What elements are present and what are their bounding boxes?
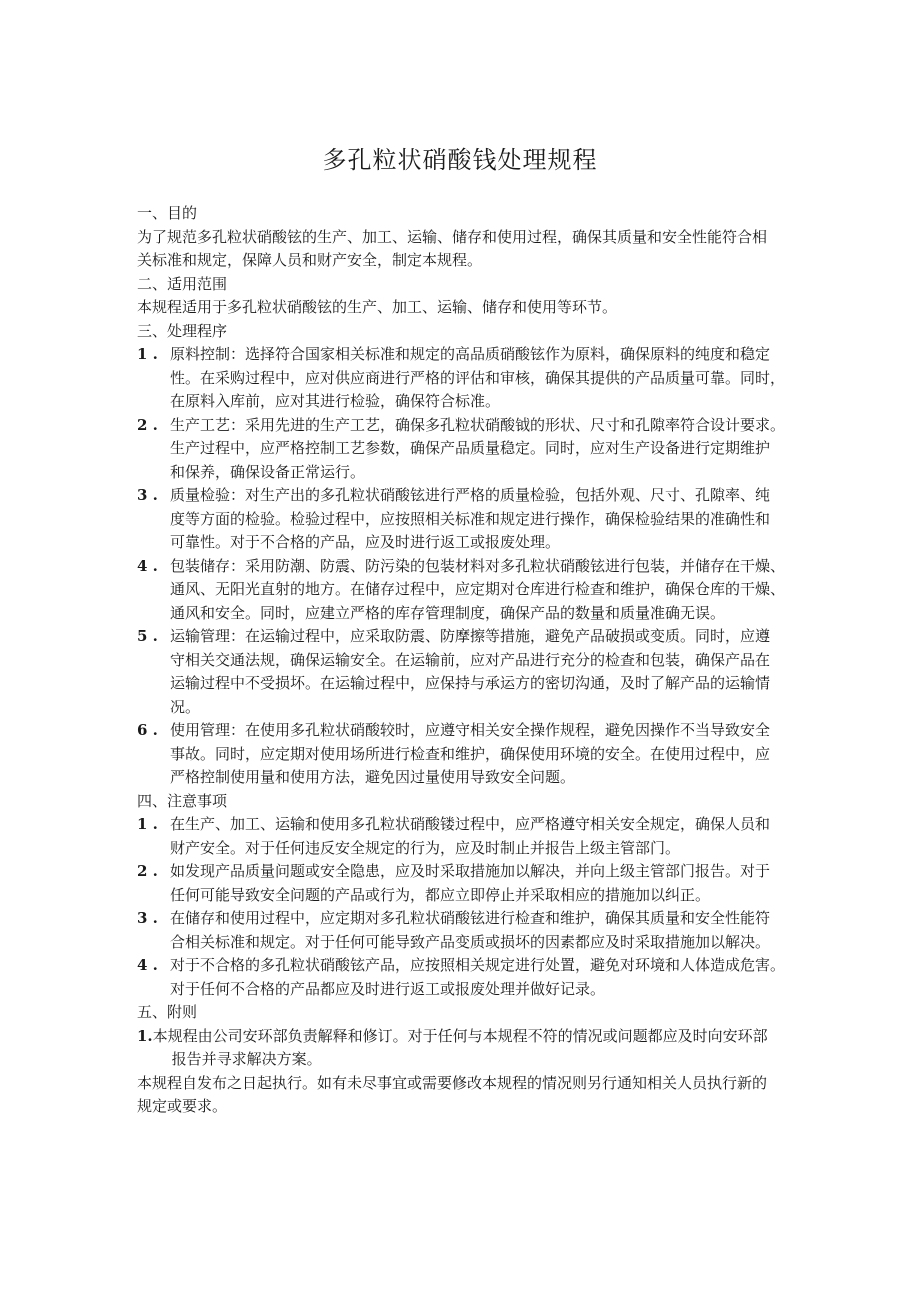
list-item-line: 在生产、加工、运输和使用多孔粒状硝酸镂过程中，应严格遵守相关安全规定，确保人员和 (170, 815, 771, 833)
list-item-line: 性。在采购过程中，应对供应商进行严格的评估和审核，确保其提供的产品质量可靠。同时， (170, 368, 786, 387)
list-item-line: 如发现产品质量问题或安全隐患，应及时采取措施加以解决，并向上级主管部门报告。对于 (170, 862, 771, 880)
list-item-line: 生产工艺：采用先进的生产工艺，确保多孔粒状硝酸钺的形状、尺寸和孔隙率符合设计要求。 (170, 415, 786, 434)
paragraph-line: 规定或要求。 (137, 1097, 228, 1115)
section-heading: 五、附则 (137, 1003, 198, 1021)
list-item-line: 度等方面的检验。检验过程中，应按照相关标准和规定进行操作，确保检验结果的准确性和 (170, 509, 771, 528)
list-item (137, 414, 793, 485)
document-title: 多孔粒状硝酸钱处理规程 (322, 146, 598, 174)
list-item-line: 对于任何不合格的产品都应及时进行返工或报废处理并做好记录。 (170, 979, 606, 998)
list-item-line: 运输过程中不受损坏。在运输过程中，应保持与承运方的密切沟通，及时了解产品的运输情 (170, 674, 771, 692)
list-item-line: 事故。同时，应定期对使用场所进行检查和维护，确保使用环境的安全。在使用过程中，应 (170, 744, 771, 763)
list-item-line: 财产安全。对于任何违反安全规定的行为，应及时制止并报告上级主管部门。 (170, 838, 681, 857)
list-item-number: 1. (137, 1026, 153, 1045)
list-item-line: 原料控制：选择符合国家相关标准和规定的高品质硝酸铉作为原料，确保原料的纯度和稳定 (170, 345, 771, 363)
list-item-number: 1 . (137, 815, 158, 833)
paragraph-line: 为了规范多孔粒状硝酸铉的生产、加工、运输、储存和使用过程，确保其质量和安全性能符合相 (137, 227, 768, 246)
list-item-number: 4 . (137, 956, 158, 974)
list-item-line: 合相关标准和规定。对于任何可能导致产品变质或损坏的因素都应及时采取措施加以解决。 (170, 932, 771, 951)
list-item-number: 3 . (137, 909, 158, 927)
list-item-line: 使用管理：在使用多孔粒状硝酸较时，应遵守相关安全操作规程，避免因操作不当导致安全 (170, 721, 771, 739)
list-item-number: 6 . (137, 721, 158, 739)
list-item-number: 2 . (137, 415, 158, 434)
section-heading: 三、处理程序 (137, 321, 228, 340)
list-item (137, 1025, 793, 1072)
list-item (137, 555, 793, 626)
list-item-line: 在原料入库前，应对其进行检验，确保符合标准。 (170, 392, 501, 410)
list-item-number: 3 . (137, 486, 158, 504)
list-item-line: 守相关交通法规，确保运输安全。在运输前，应对产品进行充分的检查和包装，确保产品在 (170, 650, 771, 669)
list-item-line: 运输管理：在运输过程中，应采取防震、防摩擦等措施，避免产品破损或变质。同时，应遵 (170, 627, 771, 645)
list-item-line: 和保养，确保设备正常运行。 (170, 462, 366, 481)
list-item-number: 1 . (137, 345, 158, 363)
list-item-line: 在储存和使用过程中，应定期对多孔粒状硝酸铉进行检查和维护，确保其质量和安全性能符 (170, 909, 771, 927)
list-item-number: 5 . (137, 627, 158, 645)
document-body (137, 202, 793, 1119)
list-item-line: 通风和安全。同时，应建立严格的库存管理制度，确保产品的数量和质量准确无误。 (170, 603, 726, 622)
list-item (137, 343, 793, 414)
list-item (137, 954, 793, 1001)
paragraph-line: 关标准和规定，保障人员和财产安全，制定本规程。 (137, 251, 483, 269)
list-item-line: 本规程由公司安环部负责解释和修订。对于任何与本规程不符的情况或问题都应及时向安环部 (152, 1026, 768, 1045)
list-item-line: 质量检验：对生产出的多孔粒状硝酸铉进行严格的质量检验，包括外观、尺寸、孔隙率、纯 (170, 486, 771, 504)
list-item-number: 4 . (137, 556, 158, 575)
list-item-line: 包装储存：采用防潮、防震、防污染的包装材料对多孔粒状硝酸铉进行包装，并储存在干燥、 (170, 556, 786, 575)
paragraph-line: 本规程适用于多孔粒状硝酸铉的生产、加工、运输、储存和使用等环节。 (137, 298, 618, 316)
list-item (137, 719, 793, 790)
list-item-line: 通风、无阳光直射的地方。在储存过程中，应定期对仓库进行检查和维护，确保仓库的干燥、 (170, 580, 786, 598)
section-heading: 二、适用范围 (137, 274, 228, 293)
list-item (137, 813, 793, 860)
list-item (137, 625, 793, 719)
list-item (137, 907, 793, 954)
section-heading: 一、目的 (137, 204, 198, 222)
list-item-line: 况。 (170, 697, 201, 716)
list-item (137, 860, 793, 907)
section-heading: 四、注意事项 (137, 791, 228, 810)
list-item-line: 严格控制使用量和使用方法，避免因过量使用导致安全问题。 (170, 768, 576, 786)
list-item-line: 生产过程中，应严格控制工艺参数，确保产品质量稳定。同时，应对生产设备进行定期维护 (170, 439, 771, 457)
list-item-line: 任何可能导致安全问题的产品或行为，都应立即停止并采取相应的措施加以纠正。 (170, 885, 711, 904)
paragraph-line: 本规程自发布之日起执行。如有未尽事宜或需要修改本规程的情况则另行通知相关人员执行新的 (137, 1073, 768, 1092)
list-item (137, 484, 793, 555)
list-item-line: 报告并寻求解决方案。 (171, 1050, 322, 1068)
list-item-line: 对于不合格的多孔粒状硝酸铉产品，应按照相关规定进行处置，避免对环境和人体造成危害。 (170, 956, 786, 974)
list-item-line: 可靠性。对于不合格的产品，应及时进行返工或报废处理。 (170, 533, 561, 551)
list-item-number: 2 . (137, 862, 158, 880)
